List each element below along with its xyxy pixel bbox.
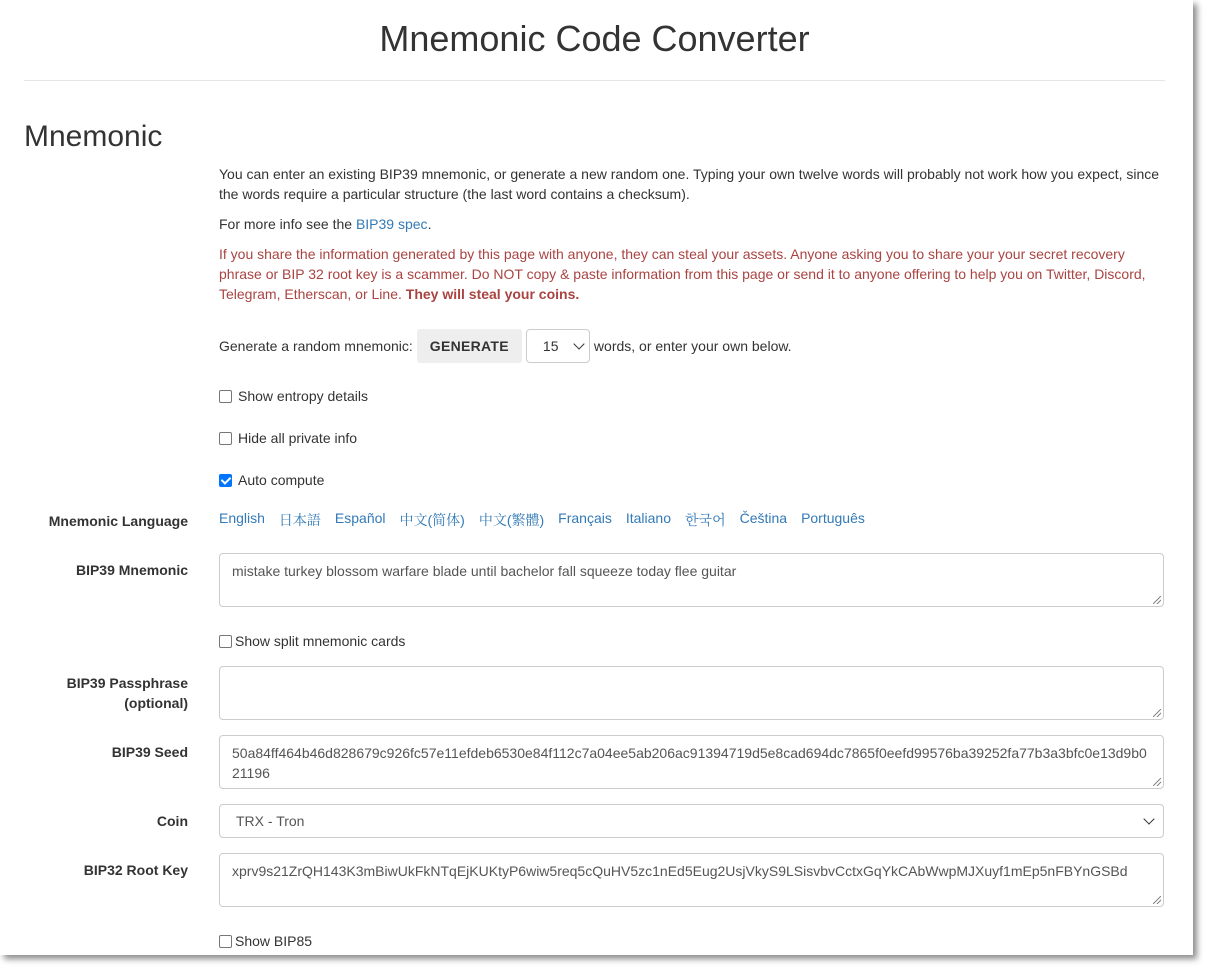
show-bip85-label: Show BIP85 xyxy=(235,933,313,949)
language-label: Mnemonic Language xyxy=(48,513,188,529)
language-portuguese-link[interactable]: Português xyxy=(801,510,865,526)
more-info-suffix: . xyxy=(427,216,432,232)
passphrase-label-line2: (optional) xyxy=(124,695,188,711)
more-info-prefix: For more info see the xyxy=(219,216,356,232)
split-cards-checkbox[interactable] xyxy=(219,635,232,648)
language-italian-link[interactable]: Italiano xyxy=(625,510,672,526)
generate-button[interactable]: GENERATE xyxy=(417,329,522,363)
root-key-textarea[interactable] xyxy=(219,853,1164,907)
auto-compute-label: Auto compute xyxy=(238,472,325,488)
generate-prefix: Generate a random mnemonic: xyxy=(219,338,413,354)
seed-value: 50a84ff464b46d828679c926fc57e11efdeb6530e84f112c7a04ee5ab206ac91394719d5e8cad694dc7865f0eefd99576ba39252fa77b3a3bfc0e13d9b021196 xyxy=(232,745,1147,781)
mnemonic-textarea[interactable] xyxy=(219,553,1164,607)
hide-private-row[interactable] xyxy=(219,430,357,446)
page-title: Mnemonic Code Converter xyxy=(379,18,810,59)
coin-select[interactable] xyxy=(219,804,1164,838)
divider xyxy=(24,80,1165,81)
show-entropy-label: Show entropy details xyxy=(238,388,368,404)
split-cards-row[interactable] xyxy=(219,633,405,649)
hide-private-checkbox[interactable] xyxy=(219,432,232,445)
mnemonic-label: BIP39 Mnemonic xyxy=(75,562,188,578)
show-entropy-checkbox[interactable] xyxy=(219,390,232,403)
check-icon xyxy=(220,474,231,485)
warning-text: If you share the information generated by this page with anyone, they can steal your assets. Anyone asking you to share your your secret recovery phrase or BIP 32 root key is a scammer. Do NOT copy & paste information from this page or send it to anyone offering to help you on Twitter, Discord, Telegram, Etherscan, or Line. xyxy=(219,246,1146,302)
generate-suffix: words, or enter your own below. xyxy=(593,338,792,354)
chevron-down-icon xyxy=(573,338,584,349)
resize-handle-icon[interactable] xyxy=(1153,778,1161,786)
language-chinese-simplified-link[interactable]: 中文(简体) xyxy=(399,512,465,528)
show-bip85-row[interactable] xyxy=(219,933,312,949)
more-info-text xyxy=(219,214,1164,234)
auto-compute-checkbox[interactable] xyxy=(219,474,232,487)
passphrase-label-line1: BIP39 Passphrase xyxy=(66,675,188,691)
mnemonic-value: mistake turkey blossom warfare blade until bachelor fall squeeze today flee guitar xyxy=(232,563,737,579)
passphrase-textarea[interactable] xyxy=(219,666,1164,720)
security-warning xyxy=(219,244,1164,304)
resize-handle-icon[interactable] xyxy=(1153,709,1161,717)
bip39-spec-link[interactable]: BIP39 spec xyxy=(355,216,428,232)
language-spanish-link[interactable]: Español xyxy=(334,510,386,526)
language-english-link[interactable]: English xyxy=(219,510,265,526)
language-chinese-traditional-link[interactable]: 中文(繁體) xyxy=(478,512,545,528)
language-french-link[interactable]: Français xyxy=(558,510,612,526)
root-key-value: xprv9s21ZrQH143K3mBiwUkFkNTqEjKUKtyP6wiw5req5cQuHV5zc1nEd5Eug2UsjVkyS9LSisvbvCctxGqYkCAbWwpMJXuyf1mEp5nFBYnGSBd xyxy=(232,863,1128,879)
intro-text: You can enter an existing BIP39 mnemonic, or generate a new random one. Typing your own twelve words will probably not work how you expect, since the words require a particular structure (the last word contains a checksum). xyxy=(219,166,1160,202)
coin-value: TRX - Tron xyxy=(236,813,305,829)
passphrase-label xyxy=(0,673,188,713)
language-czech-link[interactable]: Čeština xyxy=(739,510,788,526)
word-count-value: 15 xyxy=(542,338,559,354)
generate-row xyxy=(219,329,792,363)
chevron-down-icon xyxy=(1143,813,1154,824)
hide-private-label: Hide all private info xyxy=(238,430,358,446)
language-japanese-link[interactable]: 日本語 xyxy=(278,512,321,528)
root-key-label: BIP32 Root Key xyxy=(83,862,188,878)
warning-bold: They will steal your coins. xyxy=(405,286,580,302)
split-cards-label: Show split mnemonic cards xyxy=(235,633,406,649)
seed-textarea[interactable] xyxy=(219,735,1164,789)
coin-label: Coin xyxy=(156,813,188,829)
seed-label: BIP39 Seed xyxy=(111,744,188,760)
show-bip85-checkbox[interactable] xyxy=(219,935,232,948)
show-entropy-row[interactable] xyxy=(219,388,368,404)
word-count-select[interactable] xyxy=(526,329,590,363)
resize-handle-icon[interactable] xyxy=(1153,596,1161,604)
auto-compute-row[interactable] xyxy=(219,472,324,488)
resize-handle-icon[interactable] xyxy=(1153,896,1161,904)
language-korean-link[interactable]: 한국어 xyxy=(685,512,726,528)
section-title: Mnemonic xyxy=(24,120,163,153)
language-list xyxy=(219,510,879,530)
